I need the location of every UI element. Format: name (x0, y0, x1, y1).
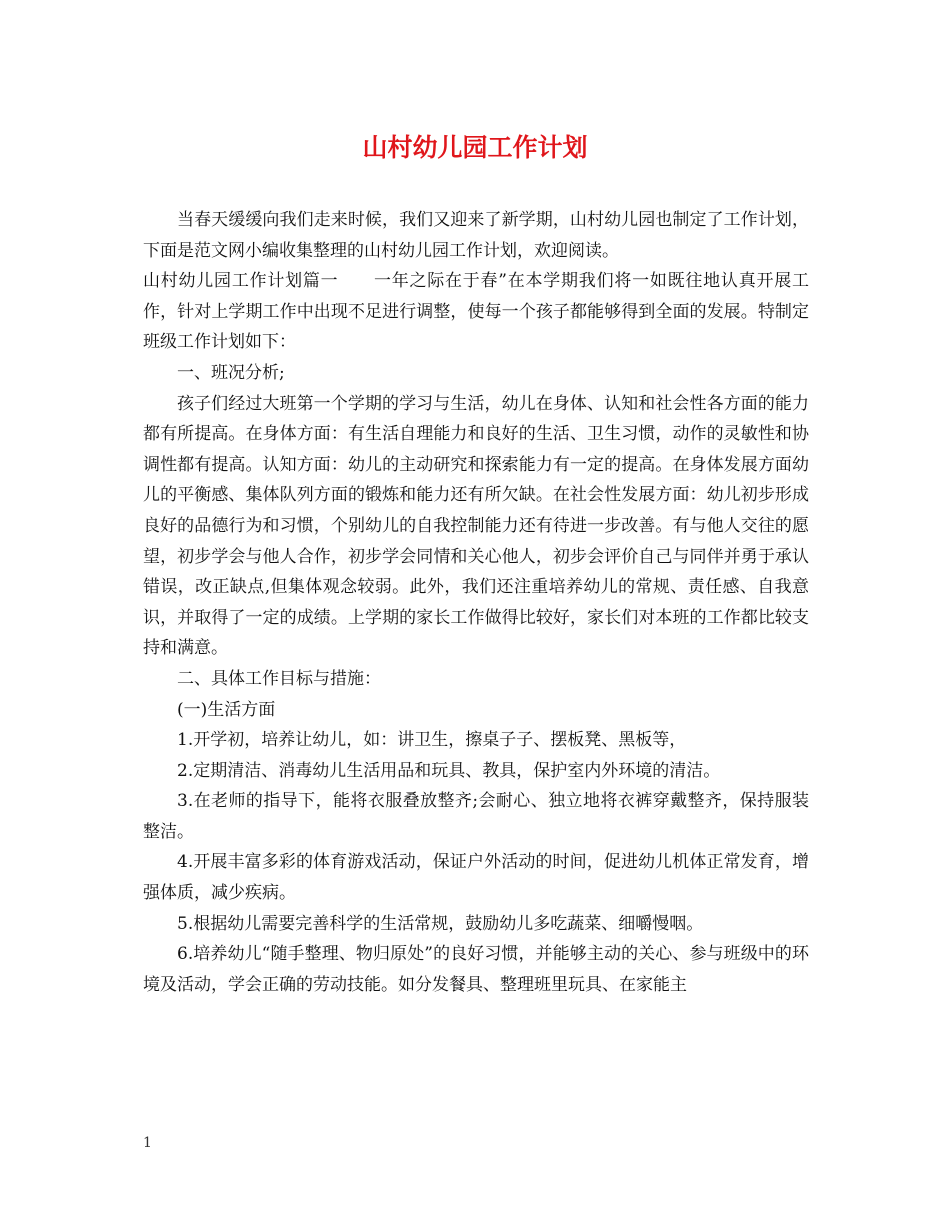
paragraph-item-4: 4.开展丰富多彩的体育游戏活动，保证户外活动的时间，促进幼儿机体正常发育，增强体质，减少疾病。 (143, 852, 809, 904)
paragraph-intro: 当春天缓缓向我们走来时候，我们又迎来了新学期，山村幼儿园也制定了工作计划，下面是范文网小编收集整理的山村幼儿园工作计划，欢迎阅读。 (143, 210, 809, 261)
paragraph-life-heading: (一)生活方面 (177, 699, 276, 720)
paragraph-section-two-heading: 二、具体工作目标与措施： (177, 668, 381, 689)
paragraph-plan-heading: 山村幼儿园工作计划篇一 一年之际在于春”在本学期我们将一如既往地认真开展工作，针对上学期工作中出现不足进行调整，使每一个孩子都能够得到全面的发展。特制定班级工作计划如下： (143, 271, 809, 353)
document-body (143, 205, 809, 1000)
paragraph-section-one-heading: 一、班况分析; (177, 362, 285, 383)
paragraph-item-2: 2.定期清洁、消毒幼儿生活用品和玩具、教具，保护室内外环境的清洁。 (177, 760, 721, 781)
paragraph-item-3: 3.在老师的指导下，能将衣服叠放整齐;会耐心、独立地将衣裤穿戴整齐，保持服装整洁。 (143, 791, 809, 842)
page-number: 1 (143, 1135, 152, 1151)
paragraph-item-5: 5.根据幼儿需要完善科学的生活常规，鼓励幼儿多吃蔬菜、细嚼慢咽。 (177, 913, 704, 934)
paragraph-class-analysis: 孩子们经过大班第一个学期的学习与生活，幼儿在身体、认知和社会性各方面的能力都有所提高。在身体方面：有生活自理能力和良好的生活、卫生习惯，动作的灵敏性和协调性都有提高。认知方面：幼儿的主动研究和探索能力有一定的提高。在身体发展方面幼儿的平衡感、集体队列方面的锻炼和能力还有所欠缺。在社会性发展方面：幼儿初步形成良好的品德行为和习惯，个别幼儿的自我控制能力还有待进一步改善。有与他人交往的愿望，初步学会与他人合作，初步学会同情和关心他人，初步会评价自己与同伴并勇于承认错误，改正缺点,但集体观念较弱。此外，我们还注重培养幼儿的常规、责任感、自我意识，并取得了一定的成绩。上学期的家长工作做得比较好，家长们对本班的工作都比较支持和满意。 (143, 393, 809, 659)
document-title: 山村幼儿园工作计划 (362, 133, 588, 162)
paragraph-item-6: 6.培养幼儿“随手整理、物归原处”的良好习惯，并能够主动的关心、参与班级中的环境及活动，学会正确的劳动技能。如分发餐具、整理班里玩具、在家能主 (143, 944, 809, 995)
paragraph-item-1: 1.开学初，培养让幼儿，如：讲卫生，擦桌子子、摆板凳、黑板等， (177, 730, 687, 751)
